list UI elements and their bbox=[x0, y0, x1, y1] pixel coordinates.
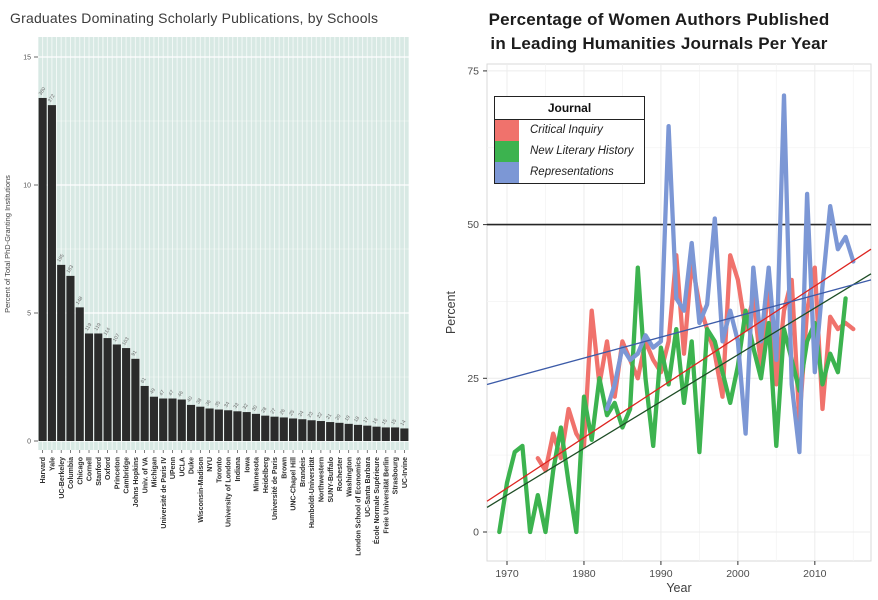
svg-text:17: 17 bbox=[362, 416, 371, 425]
svg-text:Stanford: Stanford bbox=[95, 457, 103, 486]
svg-text:Strasbourg: Strasbourg bbox=[392, 457, 400, 495]
svg-text:15: 15 bbox=[23, 54, 31, 62]
svg-text:23: 23 bbox=[306, 410, 315, 419]
svg-text:30: 30 bbox=[251, 404, 260, 413]
svg-text:Brown: Brown bbox=[281, 457, 289, 479]
representations-swatch-icon bbox=[495, 162, 519, 183]
svg-text:47: 47 bbox=[158, 389, 167, 398]
journal-legend bbox=[494, 96, 645, 184]
svg-text:119: 119 bbox=[93, 322, 103, 333]
svg-text:46: 46 bbox=[176, 390, 185, 399]
svg-text:2010: 2010 bbox=[803, 568, 827, 580]
svg-text:SUNY-Buffalo: SUNY-Buffalo bbox=[327, 457, 335, 503]
legend-item-new-literary-history bbox=[495, 141, 644, 162]
svg-text:UC-Berkeley: UC-Berkeley bbox=[58, 457, 66, 499]
bar-y-axis-title: Percent of Total PhD-Granting Institutions bbox=[3, 175, 12, 313]
svg-text:1990: 1990 bbox=[649, 568, 673, 580]
svg-text:Freie Universität Berlin: Freie Universität Berlin bbox=[383, 457, 391, 534]
svg-text:École Normale Supérieure: École Normale Supérieure bbox=[374, 457, 382, 545]
svg-text:5: 5 bbox=[27, 310, 31, 318]
svg-text:Brandeis: Brandeis bbox=[299, 457, 307, 487]
legend-label: Critical Inquiry bbox=[530, 124, 603, 136]
svg-text:15: 15 bbox=[380, 418, 389, 426]
svg-text:Michigan: Michigan bbox=[151, 457, 159, 488]
svg-text:0: 0 bbox=[27, 438, 31, 446]
svg-text:25: 25 bbox=[467, 372, 479, 385]
svg-text:UPenn: UPenn bbox=[170, 457, 178, 480]
svg-text:1970: 1970 bbox=[495, 568, 519, 580]
svg-text:47: 47 bbox=[167, 389, 176, 398]
legend-title: Journal bbox=[495, 97, 644, 120]
svg-text:Iowa: Iowa bbox=[244, 457, 252, 473]
svg-text:183: 183 bbox=[65, 264, 76, 275]
svg-text:148: 148 bbox=[74, 295, 85, 306]
svg-text:Yale: Yale bbox=[49, 457, 57, 472]
svg-text:119: 119 bbox=[84, 322, 94, 333]
svg-text:61: 61 bbox=[139, 376, 148, 385]
svg-text:Toronto: Toronto bbox=[216, 457, 224, 483]
svg-text:27: 27 bbox=[269, 407, 278, 416]
svg-text:UCLA: UCLA bbox=[179, 457, 187, 477]
svg-text:380: 380 bbox=[37, 86, 48, 97]
svg-text:36: 36 bbox=[204, 399, 213, 408]
svg-text:Harvard: Harvard bbox=[40, 457, 48, 484]
svg-text:Rochester: Rochester bbox=[337, 457, 345, 492]
bar-x-labels bbox=[40, 456, 409, 555]
line-y-axis-title: Percent bbox=[444, 290, 458, 335]
svg-text:Univ. of VA: Univ. of VA bbox=[142, 457, 150, 494]
svg-text:Wisconsin-Madison: Wisconsin-Madison bbox=[197, 457, 205, 523]
svg-text:20: 20 bbox=[334, 413, 343, 422]
line-chart-title-line2: in Leading Humanities Journals Per Year bbox=[490, 34, 828, 54]
svg-text:UNC-Chapel Hill: UNC-Chapel Hill bbox=[290, 457, 298, 511]
svg-text:75: 75 bbox=[467, 65, 479, 78]
svg-text:Minnesota: Minnesota bbox=[253, 457, 261, 492]
svg-text:NYU: NYU bbox=[207, 457, 215, 472]
svg-text:Cambridge: Cambridge bbox=[123, 457, 131, 494]
svg-text:Columbia: Columbia bbox=[68, 457, 76, 489]
svg-text:Duke: Duke bbox=[188, 457, 196, 475]
svg-text:372: 372 bbox=[47, 93, 57, 104]
svg-text:38: 38 bbox=[195, 397, 204, 406]
svg-text:26: 26 bbox=[278, 408, 287, 417]
svg-text:0: 0 bbox=[473, 526, 479, 539]
svg-text:21: 21 bbox=[325, 412, 334, 421]
svg-text:49: 49 bbox=[149, 387, 158, 396]
legend-item-representations bbox=[495, 162, 644, 183]
svg-text:Northwestern: Northwestern bbox=[318, 457, 326, 503]
line-chart-title-line1: Percentage of Women Authors Published bbox=[488, 10, 830, 29]
svg-text:UC-Santa Barbara: UC-Santa Barbara bbox=[364, 457, 372, 517]
svg-text:50: 50 bbox=[467, 219, 479, 232]
svg-text:Johns Hopkins: Johns Hopkins bbox=[132, 457, 140, 508]
svg-text:35: 35 bbox=[213, 400, 223, 409]
line-x-axis-title: Year bbox=[666, 581, 692, 595]
bar-chart-root bbox=[3, 37, 409, 556]
legend-label: Representations bbox=[530, 166, 614, 178]
svg-text:Université de Paris: Université de Paris bbox=[272, 457, 280, 521]
svg-text:15: 15 bbox=[390, 418, 399, 426]
svg-text:40: 40 bbox=[186, 395, 195, 404]
svg-text:UC-Irvine: UC-Irvine bbox=[401, 457, 409, 489]
svg-text:Washington: Washington bbox=[346, 457, 354, 497]
svg-text:25: 25 bbox=[288, 409, 297, 418]
svg-text:Heidelberg: Heidelberg bbox=[262, 457, 270, 494]
svg-text:18: 18 bbox=[353, 415, 362, 424]
svg-text:Indiana: Indiana bbox=[235, 457, 243, 482]
line-chart-panel bbox=[440, 0, 878, 600]
svg-text:Chicago: Chicago bbox=[77, 457, 85, 485]
svg-text:34: 34 bbox=[223, 400, 232, 409]
bar-chart-title: Graduates Dominating Scholarly Publications, by Schools bbox=[10, 10, 379, 26]
new-literary-history-swatch-icon bbox=[495, 141, 519, 162]
svg-text:107: 107 bbox=[111, 332, 122, 344]
svg-text:1980: 1980 bbox=[572, 568, 596, 580]
svg-text:14: 14 bbox=[399, 419, 408, 428]
svg-text:28: 28 bbox=[260, 406, 269, 415]
bar-chart-grid bbox=[38, 37, 409, 450]
svg-text:Oxford: Oxford bbox=[105, 457, 113, 480]
svg-text:19: 19 bbox=[343, 414, 352, 423]
svg-text:33: 33 bbox=[232, 401, 241, 410]
svg-text:22: 22 bbox=[315, 411, 325, 420]
svg-text:Humboldt-Universität: Humboldt-Universität bbox=[309, 457, 317, 529]
legend-label: New Literary History bbox=[530, 145, 634, 157]
svg-text:University of London: University of London bbox=[225, 457, 233, 527]
svg-text:24: 24 bbox=[297, 409, 306, 418]
svg-text:Princeton: Princeton bbox=[114, 457, 122, 490]
svg-text:2000: 2000 bbox=[726, 568, 750, 580]
svg-text:London School of Economics: London School of Economics bbox=[355, 457, 363, 556]
bar-x-ticks bbox=[43, 450, 405, 453]
svg-text:32: 32 bbox=[241, 402, 250, 411]
svg-text:16: 16 bbox=[371, 417, 380, 426]
svg-text:91: 91 bbox=[130, 349, 139, 358]
legend-item-critical-inquiry bbox=[495, 120, 644, 141]
svg-text:114: 114 bbox=[102, 326, 112, 337]
svg-text:103: 103 bbox=[121, 336, 131, 347]
critical-inquiry-swatch-icon bbox=[495, 120, 519, 141]
svg-text:Université de Paris IV: Université de Paris IV bbox=[160, 457, 168, 529]
svg-text:Cornell: Cornell bbox=[86, 457, 94, 482]
bar-y-axis bbox=[3, 55, 38, 446]
line-chart bbox=[440, 0, 878, 600]
svg-text:10: 10 bbox=[23, 182, 31, 190]
svg-text:195: 195 bbox=[56, 253, 66, 264]
